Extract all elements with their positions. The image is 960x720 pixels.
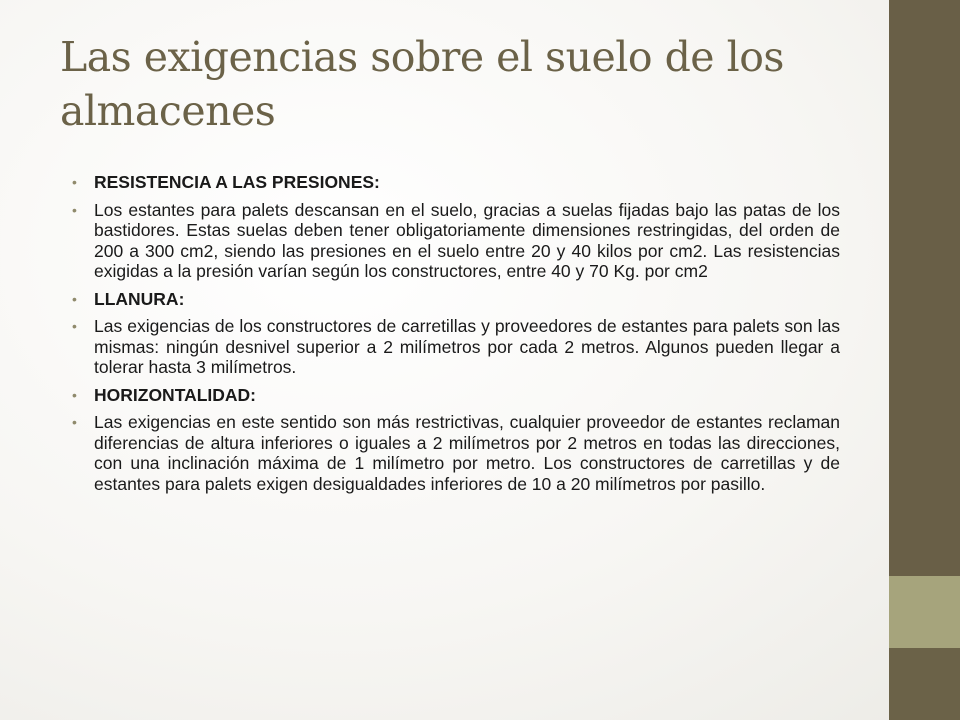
bullet-heading-llanura bbox=[72, 289, 840, 310]
bullet-dot-icon: • bbox=[72, 174, 77, 190]
bullet-body-horizontalidad bbox=[72, 412, 840, 494]
bullet-body-resistencia bbox=[72, 200, 840, 282]
bullet-heading-resistencia bbox=[72, 172, 840, 193]
bullet-text: Los estantes para palets descansan en el suelo, gracias a suelas fijadas bajo las patas de los bastidores. Estas suelas deben tener obligatoriamente dimensiones restringidas, del orden de 200 a 300 cm2, siendo las presiones en el suelo entre 20 y 40 kilos por cm2. Las resistencias exigidas a la presión varían según los constructores, entre 40 y 70 Kg. por cm2 bbox=[94, 199, 840, 281]
side-bar-dark-segment-bottom bbox=[889, 648, 960, 720]
bullet-list bbox=[72, 172, 840, 501]
bullet-body-llanura bbox=[72, 316, 840, 378]
bullet-text: HORIZONTALIDAD: bbox=[94, 384, 257, 405]
bullet-dot-icon: • bbox=[72, 290, 77, 307]
bullet-dot-icon: • bbox=[72, 386, 77, 403]
slide-title: Las exigencias sobre el suelo de los almacenes bbox=[60, 33, 784, 135]
bullet-text: LLANURA: bbox=[94, 288, 185, 309]
bullet-dot-icon: • bbox=[72, 318, 77, 334]
bullet-dot-icon: • bbox=[72, 201, 77, 218]
bullet-text: Las exigencias de los constructores de carretillas y proveedores de estantes para palets son las mismas: ningún desnivel superior a 2 milímetros por cada 2 metros. Algunos pueden llegar a tolerar hasta 3 milímetros. bbox=[94, 316, 840, 377]
decorative-side-bar bbox=[889, 0, 960, 720]
side-bar-light-segment bbox=[889, 576, 960, 648]
bullet-text: Las exigencias en este sentido son más restrictivas, cualquier proveedor de estantes reclaman diferencias de altura inferiores o iguales a 2 milímetros por 2 metros en todas las direcciones, con una inclinación máxima de 1 milímetro por metro. Los constructores de carretillas y de estantes para palets exigen desigualdades inferiores de 10 a 20 milímetros por pasillo. bbox=[94, 412, 840, 494]
bullet-dot-icon: • bbox=[72, 414, 77, 430]
bullet-heading-horizontalidad bbox=[72, 385, 840, 406]
bullet-text: RESISTENCIA A LAS PRESIONES: bbox=[94, 172, 380, 192]
side-bar-dark-segment bbox=[889, 0, 960, 576]
